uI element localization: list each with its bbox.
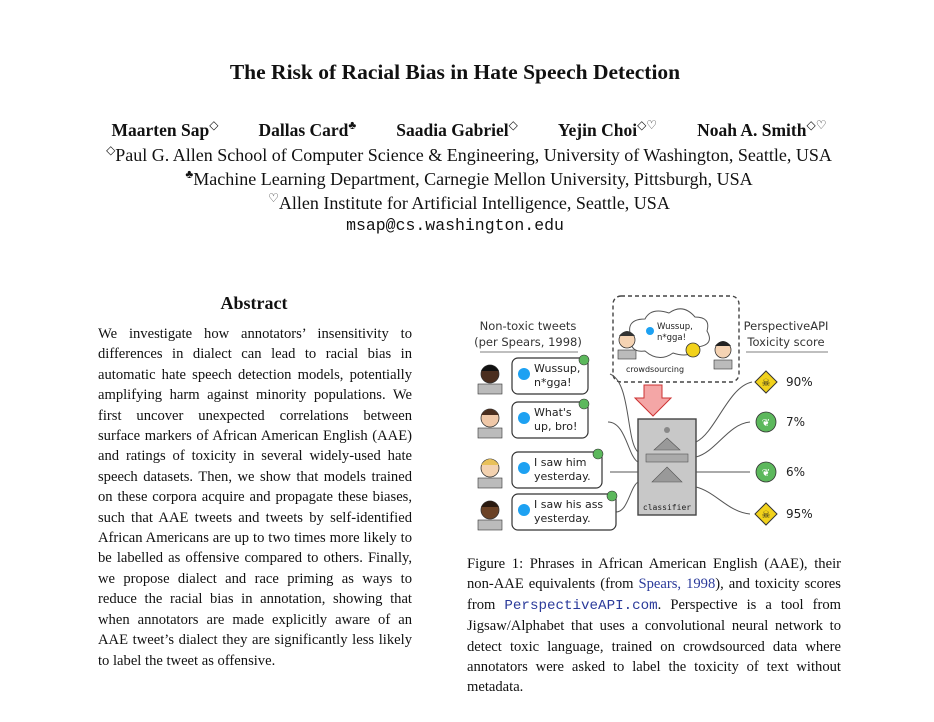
- tweet-text: Wussup,: [534, 362, 581, 375]
- user-avatar: [478, 501, 502, 530]
- author: Noah A. Smith◇♡: [697, 118, 827, 140]
- connector: [616, 482, 638, 512]
- figure-1: [466, 292, 844, 532]
- tweet-text: yesterday.: [534, 470, 591, 483]
- leaf-icon: ❦: [761, 468, 771, 479]
- skull-icon: ☠: [761, 378, 771, 389]
- twitter-icon: [518, 368, 530, 380]
- twitter-icon: [518, 504, 530, 516]
- left-heading: (per Spears, 1998): [474, 335, 582, 349]
- leaf-icon: [607, 491, 617, 501]
- leaf-icon: [579, 355, 589, 365]
- abstract-heading: Abstract: [220, 293, 288, 313]
- tweet-text: yesterday.: [534, 512, 591, 525]
- crowd-worker-avatar: [618, 331, 636, 359]
- tweet-text: n*gga!: [534, 376, 572, 389]
- author-list: [0, 118, 934, 141]
- toxicity-score: 7%: [786, 415, 806, 429]
- tweet-text: I saw him: [534, 456, 587, 469]
- crowdsourcing-label: crowdsourcing: [626, 365, 685, 374]
- affiliation: ♡Allen Institute for Artificial Intelligence, Seattle, USA: [268, 191, 670, 213]
- tweet-text: I saw his ass: [534, 498, 604, 511]
- user-avatar: [478, 459, 502, 488]
- classifier-label: classifier: [642, 503, 692, 512]
- tweet-text: What's: [534, 406, 572, 419]
- affiliation: ◇Paul G. Allen School of Computer Science & Engineering, University of Washington, Seattle, USA: [106, 143, 832, 165]
- citation-link[interactable]: Spears, 1998: [638, 576, 716, 593]
- author: Yejin Choi◇♡: [557, 118, 658, 140]
- twitter-icon: [518, 412, 530, 424]
- classifier-box: [638, 419, 696, 515]
- user-avatar: [478, 409, 502, 438]
- contact-email[interactable]: msap@cs.washington.edu: [346, 216, 564, 235]
- tweet-text: up, bro!: [534, 420, 578, 433]
- right-heading: PerspectiveAPI: [743, 319, 829, 333]
- right-heading: Toxicity score: [747, 335, 825, 349]
- author: Dallas Card♣: [258, 118, 357, 140]
- down-arrow: [635, 385, 671, 416]
- toxicity-score: 6%: [786, 465, 806, 479]
- connector: [696, 422, 750, 457]
- connector: [610, 374, 638, 452]
- author: Maarten Sap◇: [111, 118, 219, 140]
- toxicity-score: 95%: [786, 507, 813, 521]
- left-heading: Non-toxic tweets: [479, 319, 577, 333]
- paper-title: The Risk of Racial Bias in Hate Speech Detection: [229, 60, 681, 84]
- crowd-worker-avatar: [714, 341, 732, 369]
- toxicity-score: 90%: [786, 375, 813, 389]
- crowd-tweet-line: n*gga!: [657, 333, 687, 343]
- skull-icon: ☠: [761, 510, 771, 521]
- author: Saadia Gabriel◇: [396, 118, 518, 140]
- connector: [696, 487, 750, 514]
- crowd-tweet-line: Wussup,: [657, 322, 693, 332]
- affiliation: ♣Machine Learning Department, Carnegie Mellon University, Pittsburgh, USA: [185, 167, 753, 189]
- toxic-icon: [686, 343, 700, 357]
- twitter-icon: [518, 462, 530, 474]
- url-link[interactable]: PerspectiveAPI.com: [504, 597, 658, 614]
- leaf-icon: ❦: [761, 418, 771, 429]
- connector: [608, 422, 638, 462]
- figure-caption: Figure 1: Phrases in African American English (AAE), their non-AAE equivalents (from Spears, 1998), and toxicity scores from PerspectiveAPI.com. Perspective is a tool from Jigsaw/Alphabet that uses a convolutional neural network to detect toxic language, trained on crowdsourced data where annotators were asked to label the toxicity of text without metadata.: [467, 556, 841, 696]
- abstract-body: We investigate how annotators’ insensitivity to differences in dialect can lead to racial bias in automatic hate speech detection models, potentially amplifying harm against minority populations. We first uncover unexpected correlations between surface markers of African American English (AAE) and ratings of toxicity in several widely-used hate speech datasets. Then, we show that models trained on these corpora acquire and propagate these biases, such that AAE tweets and tweets by self-identified African Americans are up to two times more likely to be labelled as offensive compared to others. Finally, we propose dialect and race priming as ways to reduce the racial bias in annotation, showing that when annotators are made explicitly aware of an AAE tweet’s dialect they are significantly less likely to label the tweet as offensive.: [98, 326, 412, 669]
- user-avatar: [478, 365, 502, 394]
- leaf-icon: [579, 399, 589, 409]
- connector: [696, 382, 752, 442]
- twitter-icon: [646, 327, 654, 335]
- leaf-icon: [593, 449, 603, 459]
